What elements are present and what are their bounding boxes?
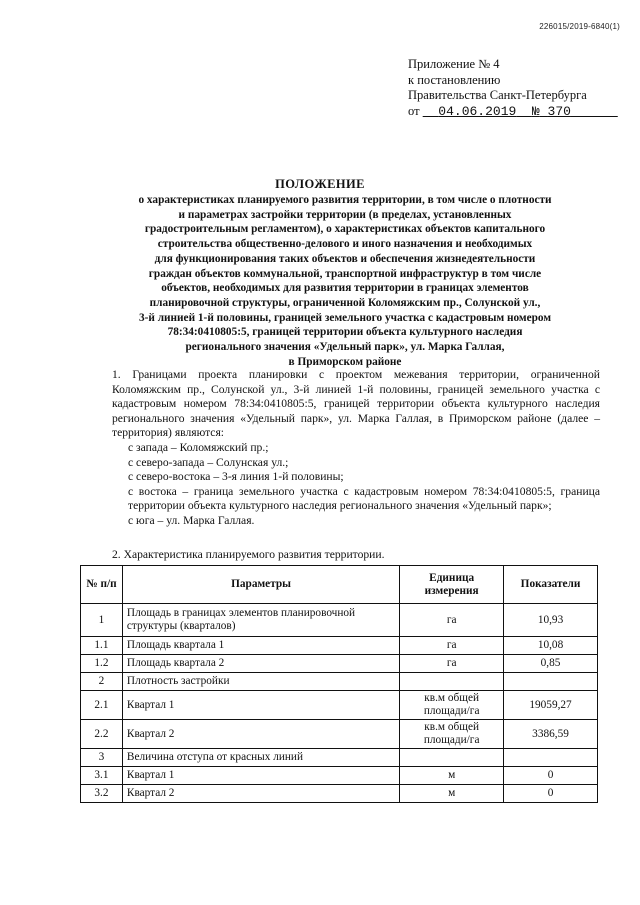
row-value: 0 — [504, 767, 598, 785]
subtitle-line: 3-й линией 1-й половины, границей земельного участка с кадастровым номером — [138, 311, 552, 324]
document-title: ПОЛОЖЕНИЕ — [275, 177, 365, 191]
row-number: 3.2 — [81, 785, 123, 803]
row-number: 2 — [81, 673, 123, 691]
row-unit: га — [400, 604, 504, 637]
subtitle-line: и параметрах застройки территории (в пределах, установленных — [178, 208, 512, 221]
row-value: 0,85 — [504, 655, 598, 673]
boundary-item: с северо-востока – 3-я линия 1-й половины; — [128, 470, 344, 484]
row-value: 0 — [504, 785, 598, 803]
subtitle-line: градостроительным регламентом), о характеристиках объектов капитального — [144, 223, 546, 236]
row-number: 1 — [81, 604, 123, 637]
subtitle-line: 78:34:0410805:5, границей территории объекта культурного наследия — [167, 326, 523, 339]
subtitle-line: о характеристиках планируемого развития территории, в том числе о плотности — [138, 194, 552, 206]
row-value — [504, 673, 598, 691]
subtitle-line: в Приморском районе — [288, 355, 402, 368]
row-parameter: Площадь квартала 2 — [122, 655, 399, 673]
row-unit: га — [400, 655, 504, 673]
from-label: от — [408, 103, 420, 118]
boundary-item: с запада – Коломяжский пр.; — [128, 441, 269, 454]
appendix-line: Приложение № 4 — [408, 57, 500, 71]
document-id: 226015/2019-6840(1) — [539, 22, 620, 31]
table-row — [81, 785, 598, 803]
row-value: 10,08 — [504, 637, 598, 655]
row-value — [504, 749, 598, 767]
boundary-item: с востока – граница земельного участка с кадастровым номером 78:34:0410805:5, граница территории объекта культурного наследия регионального значения «Удельный парк»; — [128, 484, 600, 513]
header-parameters: Параметры — [122, 566, 399, 604]
table-row — [81, 767, 598, 785]
boundary-item: с северо-запада – Солунская ул.; — [128, 455, 289, 469]
subtitle-line: объектов, необходимых для развития территории в границах элементов — [161, 282, 529, 295]
row-number: 2.1 — [81, 691, 123, 720]
document-subtitle — [95, 193, 595, 369]
number-label: № — [531, 103, 540, 119]
row-unit — [400, 673, 504, 691]
table-row — [81, 637, 598, 655]
subtitle-line: для функционирования таких объектов и обеспечения жизнедеятельности — [154, 252, 536, 265]
characteristics-table — [80, 565, 598, 803]
table-row — [81, 604, 598, 637]
row-parameter: Квартал 1 — [122, 691, 399, 720]
row-unit: м — [400, 785, 504, 803]
row-parameter: Величина отступа от красных линий — [122, 749, 399, 767]
appendix-line: к постановлению — [408, 72, 501, 87]
row-number: 1.1 — [81, 637, 123, 655]
boundaries-list — [128, 441, 600, 529]
row-parameter: Плотность застройки — [122, 673, 399, 691]
decree-date: 04.06.2019 № 370 — [438, 103, 571, 119]
table-row — [81, 655, 598, 673]
table-row — [81, 749, 598, 767]
boundary-item: с юга – ул. Марка Галлая. — [128, 513, 255, 527]
paragraph-2: 2. Характеристика планируемого развития территории. — [112, 548, 385, 561]
subtitle-line: регионального значения «Удельный парк», ул. Марка Галлая, — [185, 341, 505, 354]
row-parameter: Площадь квартала 1 — [122, 637, 399, 655]
subtitle-line: граждан объектов коммунальной, транспортной инфраструктур в том числе — [148, 267, 542, 280]
row-parameter: Квартал 2 — [122, 720, 399, 749]
appendix-line: Правительства Санкт-Петербурга — [408, 88, 587, 102]
header-unit: Единица измерения — [400, 566, 504, 604]
row-value: 10,93 — [504, 604, 598, 637]
row-number: 3.1 — [81, 767, 123, 785]
row-unit: кв.м общей площади/га — [400, 691, 504, 720]
table-row — [81, 720, 598, 749]
header-number: № п/п — [81, 566, 123, 604]
paragraph-1: 1. Границами проекта планировки с проектом межевания территории, ограниченной Коломяжским пр., Солунской ул., 3-й линией 1-й половины, границей земельного участка с кадастровым номером 78:34:0410805:5, границей территории объекта культурного наследия регионального значения «Удельный парк», ул. Марка Галлая, в Приморском районе (далее – территория) являются: — [112, 368, 600, 440]
appendix-block — [408, 57, 618, 119]
row-number: 2.2 — [81, 720, 123, 749]
row-value: 3386,59 — [504, 720, 598, 749]
row-unit: м — [400, 767, 504, 785]
header-value: Показатели — [504, 566, 598, 604]
row-unit: кв.м общей площади/га — [400, 720, 504, 749]
decree-number: 370 — [547, 103, 571, 119]
subtitle-line: планировочной структуры, ограниченной Коломяжским пр., Солунской ул., — [149, 296, 541, 309]
row-parameter: Квартал 2 — [122, 785, 399, 803]
subtitle-line: строительства общественно-делового и иного назначения и необходимых — [157, 238, 533, 251]
table-row — [81, 673, 598, 691]
row-number: 1.2 — [81, 655, 123, 673]
row-parameter: Площадь в границах элементов планировочной структуры (кварталов) — [122, 604, 399, 637]
table-row — [81, 691, 598, 720]
appendix-date-line — [408, 104, 618, 120]
row-value: 19059,27 — [504, 691, 598, 720]
row-unit: га — [400, 637, 504, 655]
row-number: 3 — [81, 749, 123, 767]
row-parameter: Квартал 1 — [122, 767, 399, 785]
row-unit — [400, 749, 504, 767]
